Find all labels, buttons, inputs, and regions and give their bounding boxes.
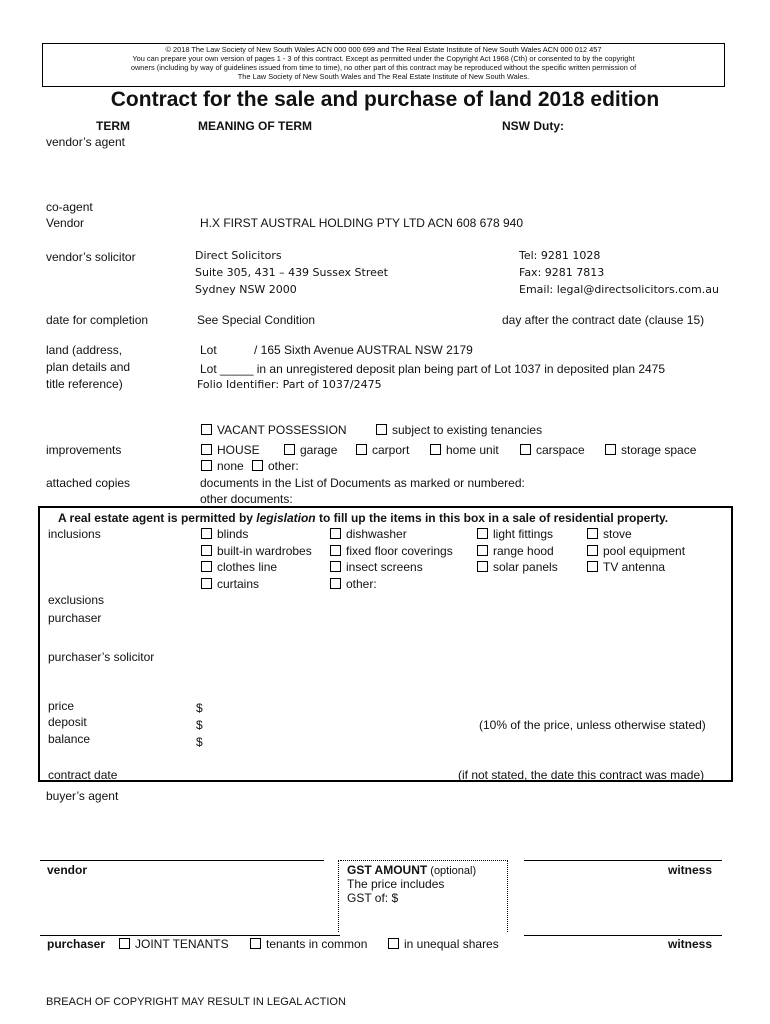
checkbox-icon[interactable] [587,545,598,556]
copyright-line-1: © 2018 The Law Society of New South Wales ACN 000 000 699 and The Real Estate Institute of New South Wales ACN 000 012 457 [165,45,602,54]
checkbox-icon[interactable] [252,460,263,471]
solicitor-address-2[interactable]: Sydney NSW 2000 [195,283,297,296]
checkbox-icon[interactable] [201,545,212,556]
land-folio[interactable]: Folio Identifier: Part of 1037/2475 [197,378,382,391]
checkbox-icon[interactable] [201,424,212,435]
improvement-other[interactable]: other: [252,459,299,473]
checkbox-icon[interactable] [201,460,212,471]
solicitor-address-1[interactable]: Suite 305, 431 – 439 Sussex Street [195,266,388,279]
improvement-storage[interactable]: storage space [605,443,696,457]
label-inclusions: inclusions [48,527,101,541]
label-land-1: land (address, [46,343,123,357]
tenants-in-common-option[interactable]: tenants in common [250,937,367,951]
gst-of-field[interactable]: GST of: $ [347,891,399,905]
inclusion-pool-equipment[interactable]: pool equipment [587,544,685,558]
land-lot-prefix[interactable]: Lot [200,343,217,357]
solicitor-tel[interactable]: Tel: 9281 1028 [519,249,601,262]
vendor-signature-line [40,860,324,861]
gst-amount-heading: GST AMOUNT (optional) [347,863,477,877]
witness-signature-line-2 [524,935,722,936]
inclusion-floor-coverings[interactable]: fixed floor coverings [330,544,453,558]
label-price: price [48,699,75,713]
label-vendor-signature: vendor [47,863,88,877]
land-address[interactable]: / 165 Sixth Avenue AUSTRAL NSW 2179 [254,343,473,357]
copyright-line-3: owners (including by way of guidelines issued from time to time), no other part of this contract may be reproduced without the specific written permission of [130,63,637,72]
checkbox-icon[interactable] [330,561,341,572]
deposit-field[interactable]: $ [196,718,203,732]
label-vendors-agent: vendor’s agent [46,135,125,149]
inclusion-solar-panels[interactable]: solar panels [477,560,558,574]
price-field[interactable]: $ [196,701,203,715]
checkbox-icon[interactable] [330,528,341,539]
inclusion-range-hood[interactable]: range hood [477,544,554,558]
checkbox-icon[interactable] [201,561,212,572]
improvement-home-unit[interactable]: home unit [430,443,499,457]
label-vendors-solicitor: vendor’s solicitor [46,250,136,264]
copyright-line-4: The Law Society of New South Wales and The Real Estate Institute of New South Wales. [237,72,530,81]
balance-field[interactable]: $ [196,735,203,749]
label-co-agent: co-agent [46,200,93,214]
checkbox-icon[interactable] [330,578,341,589]
checkbox-icon[interactable] [330,545,341,556]
improvement-carspace[interactable]: carspace [520,443,585,457]
inclusion-insect-screens[interactable]: insect screens [330,560,423,574]
checkbox-icon[interactable] [201,578,212,589]
label-purchaser-signature: purchaser [47,937,106,951]
inclusion-blinds[interactable]: blinds [201,527,248,541]
attached-documents: documents in the List of Documents as marked or numbered: [200,476,525,490]
purchaser-signature-line [40,935,340,936]
checkbox-icon[interactable] [250,938,261,949]
label-date-for-completion: date for completion [46,313,149,327]
contract-date-note: (if not stated, the date this contract was made) [458,768,705,782]
solicitor-email[interactable]: Email: legal@directsolicitors.com.au [519,283,719,296]
checkbox-icon[interactable] [388,938,399,949]
inclusion-light-fittings[interactable]: light fittings [477,527,553,541]
checkbox-icon[interactable] [587,561,598,572]
copyright-notice [42,43,725,87]
checkbox-icon[interactable] [284,444,295,455]
copyright-warning: BREACH OF COPYRIGHT MAY RESULT IN LEGAL ACTION [46,996,346,1008]
improvement-none[interactable]: none [201,459,244,473]
solicitor-name[interactable]: Direct Solicitors [195,249,282,262]
label-witness-2: witness [668,937,713,951]
label-land-3: title reference) [46,377,123,391]
existing-tenancies-option[interactable]: subject to existing tenancies [376,423,542,437]
checkbox-icon[interactable] [201,528,212,539]
label-exclusions: exclusions [48,593,105,607]
joint-tenants-option[interactable]: JOINT TENANTS [119,937,229,951]
copyright-line-2: You can prepare your own version of pages 1 - 3 of this contract. Except as permitted under the Copyright Act 1968 (Cth) or consented to by the copyright [132,54,635,63]
checkbox-icon[interactable] [477,528,488,539]
inclusion-tv-antenna[interactable]: TV antenna [587,560,665,574]
label-land-2: plan details and [46,360,131,374]
label-witness-1: witness [668,863,713,877]
completion-note: day after the contract date (clause 15) [502,313,705,327]
label-vendor: Vendor [46,216,85,230]
label-attached-copies: attached copies [46,476,131,490]
checkbox-icon[interactable] [605,444,616,455]
label-deposit: deposit [48,715,87,729]
gst-box-top [340,860,508,861]
header-meaning: MEANING OF TERM [198,119,312,133]
inclusion-dishwasher[interactable]: dishwasher [330,527,407,541]
label-contract-date: contract date [48,768,118,782]
land-plan[interactable]: Lot _____ in an unregistered deposit plan being part of Lot 1037 in deposited plan 2475 [200,362,666,376]
improvement-carport[interactable]: carport [356,443,409,457]
label-improvements: improvements [46,443,122,457]
witness-signature-line-1 [524,860,722,861]
inclusion-stove[interactable]: stove [587,527,632,541]
real-estate-notice: A real estate agent is permitted by legislation to fill up the items in this box in a sale of residential property. [58,511,669,525]
unequal-shares-option[interactable]: in unequal shares [388,937,499,951]
attached-other-documents[interactable]: other documents: [200,492,293,506]
checkbox-icon[interactable] [477,545,488,556]
checkbox-icon[interactable] [356,444,367,455]
label-balance: balance [48,732,91,746]
inclusion-curtains[interactable]: curtains [201,577,259,591]
vacant-possession-option[interactable]: VACANT POSSESSION [201,423,347,437]
checkbox-icon[interactable] [587,528,598,539]
vendor-name[interactable]: H.X FIRST AUSTRAL HOLDING PTY LTD ACN 608 678 940 [200,216,524,230]
gst-price-includes: The price includes [347,877,445,891]
checkbox-icon[interactable] [477,561,488,572]
inclusion-wardrobes[interactable]: built-in wardrobes [201,544,312,558]
checkbox-icon[interactable] [520,444,531,455]
completion-value[interactable]: See Special Condition [197,313,316,327]
improvement-house[interactable]: HOUSE [201,443,260,457]
label-purchaser: purchaser [48,611,102,625]
label-buyers-agent: buyer’s agent [46,789,119,803]
deposit-note: (10% of the price, unless otherwise stated) [479,718,706,732]
solicitor-fax[interactable]: Fax: 9281 7813 [519,266,605,279]
checkbox-icon[interactable] [376,424,387,435]
header-term: TERM [96,119,130,133]
inclusion-other[interactable]: other: [330,577,377,591]
checkbox-icon[interactable] [119,938,130,949]
improvement-garage[interactable]: garage [284,443,337,457]
checkbox-icon[interactable] [430,444,441,455]
label-purchasers-solicitor: purchaser’s solicitor [48,650,155,664]
inclusion-clothes-line[interactable]: clothes line [201,560,277,574]
header-nsw-duty: NSW Duty: [502,119,564,133]
checkbox-icon[interactable] [201,444,212,455]
page-title: Contract for the sale and purchase of land 2018 edition [110,88,660,111]
